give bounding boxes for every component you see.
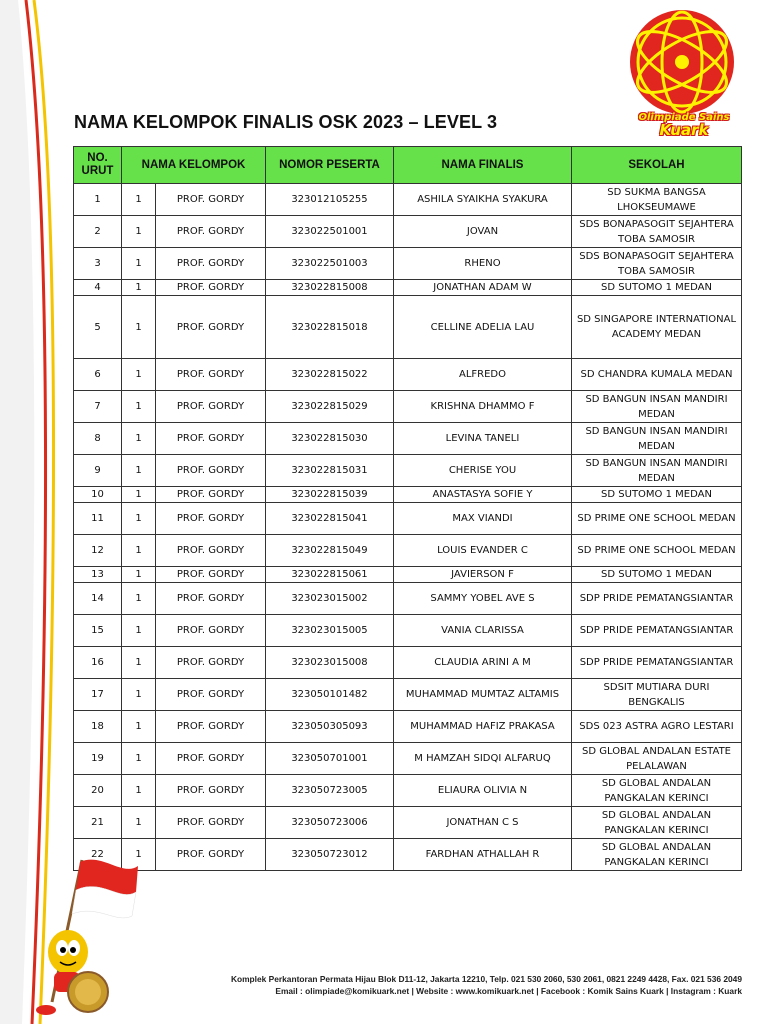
cell-no-urut: 20 <box>74 775 122 807</box>
cell-kelompok: 1 <box>122 775 156 807</box>
cell-nama-kelompok: PROF. GORDY <box>156 391 266 423</box>
cell-nama-finalis: MAX VIANDI <box>394 503 572 535</box>
cell-nomor-peserta: 323023015008 <box>266 647 394 679</box>
cell-nama-finalis: ELIAURA OLIVIA N <box>394 775 572 807</box>
table-header-row <box>74 147 742 184</box>
cell-sekolah: SD GLOBAL ANDALAN PANGKALAN KERINCI <box>572 775 742 807</box>
table-row <box>74 807 742 839</box>
cell-no-urut: 12 <box>74 535 122 567</box>
table-row <box>74 839 742 871</box>
cell-no-urut: 6 <box>74 359 122 391</box>
cell-nama-kelompok: PROF. GORDY <box>156 567 266 583</box>
cell-nama-finalis: LEVINA TANELI <box>394 423 572 455</box>
footer-line-1: Komplek Perkantoran Permata Hijau Blok D11-12, Jakarta 12210, Telp. 021 530 2060, 530 2061, 0821 2249 4428, Fax. 021 536 2049 <box>230 974 742 984</box>
cell-nama-kelompok: PROF. GORDY <box>156 359 266 391</box>
cell-kelompok: 1 <box>122 711 156 743</box>
header-nama-kelompok: NAMA KELOMPOK <box>122 147 266 184</box>
cell-nama-finalis: JONATHAN C S <box>394 807 572 839</box>
cell-nama-finalis: JOVAN <box>394 216 572 248</box>
table-row <box>74 423 742 455</box>
table-row <box>74 583 742 615</box>
table-row <box>74 775 742 807</box>
cell-nomor-peserta: 323022815039 <box>266 487 394 503</box>
cell-no-urut: 7 <box>74 391 122 423</box>
cell-sekolah: SDP PRIDE PEMATANGSIANTAR <box>572 647 742 679</box>
cell-no-urut: 11 <box>74 503 122 535</box>
cell-no-urut: 1 <box>74 184 122 216</box>
cell-sekolah: SD GLOBAL ANDALAN PANGKALAN KERINCI <box>572 839 742 871</box>
cell-sekolah: SD SUTOMO 1 MEDAN <box>572 487 742 503</box>
cell-kelompok: 1 <box>122 216 156 248</box>
cell-no-urut: 15 <box>74 615 122 647</box>
cell-nama-finalis: ANASTASYA SOFIE Y <box>394 487 572 503</box>
cell-nomor-peserta: 323022815041 <box>266 503 394 535</box>
cell-no-urut: 18 <box>74 711 122 743</box>
cell-kelompok: 1 <box>122 647 156 679</box>
cell-kelompok: 1 <box>122 583 156 615</box>
table-row <box>74 184 742 216</box>
cell-nama-finalis: ASHILA SYAIKHA SYAKURA <box>394 184 572 216</box>
cell-nama-finalis: LOUIS EVANDER C <box>394 535 572 567</box>
cell-sekolah: SD PRIME ONE SCHOOL MEDAN <box>572 503 742 535</box>
cell-nomor-peserta: 323022815061 <box>266 567 394 583</box>
cell-no-urut: 4 <box>74 280 122 296</box>
footer-address <box>150 973 742 997</box>
cell-no-urut: 8 <box>74 423 122 455</box>
footer-line-2: Email : olimpiade@komikuark.net | Website : www.komikuark.net | Facebook : Komik Sains Kuark | Instagram : Kuark <box>275 986 742 996</box>
cell-kelompok: 1 <box>122 391 156 423</box>
table-row <box>74 679 742 711</box>
header-no-urut: NO. URUT <box>74 147 122 184</box>
cell-no-urut: 2 <box>74 216 122 248</box>
cell-nama-kelompok: PROF. GORDY <box>156 775 266 807</box>
table-row <box>74 487 742 503</box>
table-row <box>74 296 742 359</box>
table-row <box>74 743 742 775</box>
cell-nama-finalis: VANIA CLARISSA <box>394 615 572 647</box>
cell-sekolah: SD SUKMA BANGSA LHOKSEUMAWE <box>572 184 742 216</box>
finalist-table <box>73 146 742 871</box>
cell-no-urut: 14 <box>74 583 122 615</box>
cell-nama-kelompok: PROF. GORDY <box>156 184 266 216</box>
cell-nama-kelompok: PROF. GORDY <box>156 583 266 615</box>
cell-nomor-peserta: 323022815030 <box>266 423 394 455</box>
cell-nama-finalis: RHENO <box>394 248 572 280</box>
cell-nama-finalis: CLAUDIA ARINI A M <box>394 647 572 679</box>
table-row <box>74 455 742 487</box>
cell-no-urut: 19 <box>74 743 122 775</box>
cell-sekolah: SD SINGAPORE INTERNATIONAL ACADEMY MEDAN <box>572 296 742 359</box>
cell-kelompok: 1 <box>122 615 156 647</box>
cell-no-urut: 22 <box>74 839 122 871</box>
table-row <box>74 535 742 567</box>
header-sekolah: SEKOLAH <box>572 147 742 184</box>
header-nama-finalis: NAMA FINALIS <box>394 147 572 184</box>
table-row <box>74 359 742 391</box>
cell-kelompok: 1 <box>122 423 156 455</box>
cell-nomor-peserta: 323023015005 <box>266 615 394 647</box>
cell-nomor-peserta: 323022815049 <box>266 535 394 567</box>
table-row <box>74 216 742 248</box>
cell-sekolah: SD CHANDRA KUMALA MEDAN <box>572 359 742 391</box>
cell-no-urut: 9 <box>74 455 122 487</box>
cell-nama-finalis: MUHAMMAD MUMTAZ ALTAMIS <box>394 679 572 711</box>
table-row <box>74 280 742 296</box>
logo-line-1: Olimpiade Sains <box>638 112 730 123</box>
cell-nomor-peserta: 323050101482 <box>266 679 394 711</box>
cell-kelompok: 1 <box>122 296 156 359</box>
cell-nomor-peserta: 323022815022 <box>266 359 394 391</box>
cell-nama-finalis: ALFREDO <box>394 359 572 391</box>
cell-kelompok: 1 <box>122 487 156 503</box>
table-row <box>74 248 742 280</box>
cell-sekolah: SDSIT MUTIARA DURI BENGKALIS <box>572 679 742 711</box>
cell-sekolah: SD PRIME ONE SCHOOL MEDAN <box>572 535 742 567</box>
cell-nama-kelompok: PROF. GORDY <box>156 839 266 871</box>
table-row <box>74 647 742 679</box>
cell-sekolah: SD SUTOMO 1 MEDAN <box>572 280 742 296</box>
cell-sekolah: SDS 023 ASTRA AGRO LESTARI <box>572 711 742 743</box>
cell-nomor-peserta: 323050723012 <box>266 839 394 871</box>
logo-wordmark <box>622 112 746 138</box>
cell-nomor-peserta: 323022501001 <box>266 216 394 248</box>
cell-sekolah: SD BANGUN INSAN MANDIRI MEDAN <box>572 455 742 487</box>
cell-nama-finalis: JONATHAN ADAM W <box>394 280 572 296</box>
cell-no-urut: 13 <box>74 567 122 583</box>
cell-nama-kelompok: PROF. GORDY <box>156 647 266 679</box>
cell-sekolah: SD BANGUN INSAN MANDIRI MEDAN <box>572 423 742 455</box>
cell-nama-finalis: KRISHNA DHAMMO F <box>394 391 572 423</box>
cell-nomor-peserta: 323022815008 <box>266 280 394 296</box>
cell-no-urut: 17 <box>74 679 122 711</box>
cell-nama-finalis: FARDHAN ATHALLAH R <box>394 839 572 871</box>
cell-sekolah: SDP PRIDE PEMATANGSIANTAR <box>572 615 742 647</box>
cell-nama-kelompok: PROF. GORDY <box>156 503 266 535</box>
cell-nomor-peserta: 323050701001 <box>266 743 394 775</box>
cell-kelompok: 1 <box>122 455 156 487</box>
logo-line-2: Kuark <box>659 121 709 139</box>
cell-kelompok: 1 <box>122 679 156 711</box>
cell-nomor-peserta: 323022815031 <box>266 455 394 487</box>
table-row <box>74 567 742 583</box>
cell-nomor-peserta: 323023015002 <box>266 583 394 615</box>
cell-nama-kelompok: PROF. GORDY <box>156 679 266 711</box>
cell-nama-finalis: SAMMY YOBEL AVE S <box>394 583 572 615</box>
cell-nama-kelompok: PROF. GORDY <box>156 296 266 359</box>
cell-no-urut: 10 <box>74 487 122 503</box>
cell-no-urut: 3 <box>74 248 122 280</box>
cell-nomor-peserta: 323050723006 <box>266 807 394 839</box>
cell-sekolah: SDS BONAPASOGIT SEJAHTERA TOBA SAMOSIR <box>572 248 742 280</box>
cell-nama-finalis: CELLINE ADELIA LAU <box>394 296 572 359</box>
cell-kelompok: 1 <box>122 567 156 583</box>
cell-nomor-peserta: 323050305093 <box>266 711 394 743</box>
cell-kelompok: 1 <box>122 248 156 280</box>
cell-sekolah: SDP PRIDE PEMATANGSIANTAR <box>572 583 742 615</box>
cell-no-urut: 5 <box>74 296 122 359</box>
cell-kelompok: 1 <box>122 359 156 391</box>
cell-nama-kelompok: PROF. GORDY <box>156 455 266 487</box>
kuark-mascot-with-flag <box>22 852 140 1022</box>
table-row <box>74 503 742 535</box>
cell-nama-kelompok: PROF. GORDY <box>156 423 266 455</box>
cell-nomor-peserta: 323022815029 <box>266 391 394 423</box>
cell-nama-kelompok: PROF. GORDY <box>156 487 266 503</box>
cell-kelompok: 1 <box>122 184 156 216</box>
cell-no-urut: 21 <box>74 807 122 839</box>
table-row <box>74 711 742 743</box>
cell-nama-finalis: CHERISE YOU <box>394 455 572 487</box>
cell-kelompok: 1 <box>122 807 156 839</box>
cell-nama-kelompok: PROF. GORDY <box>156 280 266 296</box>
cell-nama-kelompok: PROF. GORDY <box>156 743 266 775</box>
cell-nama-kelompok: PROF. GORDY <box>156 248 266 280</box>
cell-nama-kelompok: PROF. GORDY <box>156 216 266 248</box>
cell-nama-kelompok: PROF. GORDY <box>156 615 266 647</box>
cell-kelompok: 1 <box>122 503 156 535</box>
cell-nomor-peserta: 323012105255 <box>266 184 394 216</box>
cell-nama-kelompok: PROF. GORDY <box>156 711 266 743</box>
cell-kelompok: 1 <box>122 535 156 567</box>
cell-nama-finalis: MUHAMMAD HAFIZ PRAKASA <box>394 711 572 743</box>
table-row <box>74 391 742 423</box>
cell-nomor-peserta: 323022815018 <box>266 296 394 359</box>
cell-kelompok: 1 <box>122 839 156 871</box>
cell-nama-finalis: JAVIERSON F <box>394 567 572 583</box>
cell-sekolah: SD SUTOMO 1 MEDAN <box>572 567 742 583</box>
cell-sekolah: SD GLOBAL ANDALAN ESTATE PELALAWAN <box>572 743 742 775</box>
cell-nama-kelompok: PROF. GORDY <box>156 807 266 839</box>
header-nomor-peserta: NOMOR PESERTA <box>266 147 394 184</box>
table-row <box>74 615 742 647</box>
page-title: NAMA KELOMPOK FINALIS OSK 2023 – LEVEL 3 <box>74 112 498 132</box>
cell-sekolah: SD GLOBAL ANDALAN PANGKALAN KERINCI <box>572 807 742 839</box>
cell-nomor-peserta: 323050723005 <box>266 775 394 807</box>
cell-no-urut: 16 <box>74 647 122 679</box>
cell-nama-finalis: M HAMZAH SIDQI ALFARUQ <box>394 743 572 775</box>
cell-kelompok: 1 <box>122 743 156 775</box>
cell-sekolah: SD BANGUN INSAN MANDIRI MEDAN <box>572 391 742 423</box>
cell-nama-kelompok: PROF. GORDY <box>156 535 266 567</box>
cell-nomor-peserta: 323022501003 <box>266 248 394 280</box>
cell-sekolah: SDS BONAPASOGIT SEJAHTERA TOBA SAMOSIR <box>572 216 742 248</box>
cell-kelompok: 1 <box>122 280 156 296</box>
